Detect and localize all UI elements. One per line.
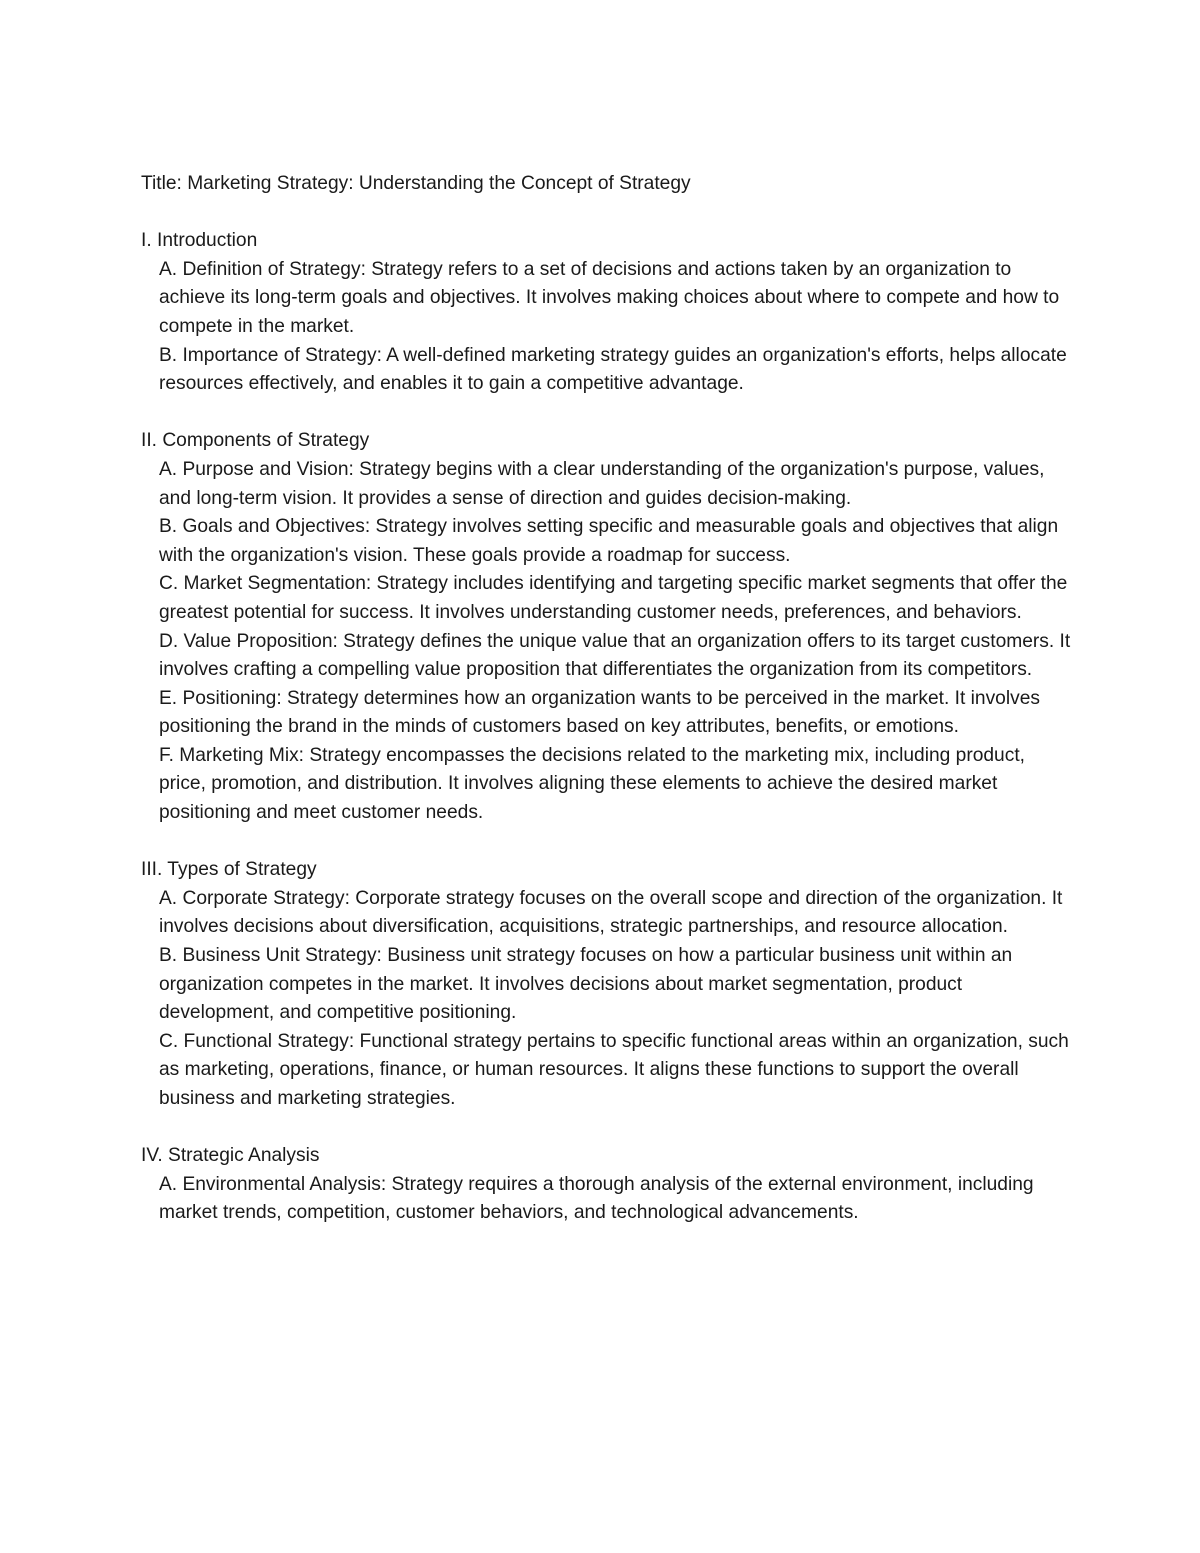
spacer bbox=[141, 199, 1071, 228]
spacer bbox=[141, 1114, 1071, 1143]
paragraph-purpose-and-vision: A. Purpose and Vision: Strategy begins with a clear understanding of the organization's purpose, values, and long-term vision. It provides a sense of direction and guides decision-making. bbox=[159, 458, 1050, 509]
document-title: Title: Marketing Strategy: Understanding the Concept of Strategy bbox=[141, 173, 691, 194]
section-heading-introduction: I. Introduction bbox=[141, 230, 258, 252]
paragraph-importance-of-strategy: B. Importance of Strategy: A well-defined marketing strategy guides an organization's efforts, helps allocate resources effectively, and enables it to gain a competitive advantage. bbox=[159, 344, 1073, 395]
document-body bbox=[141, 170, 1076, 1228]
paragraph-definition-of-strategy: A. Definition of Strategy: Strategy refers to a set of decisions and actions taken by an organization to achieve its long-term goals and objectives. It involves making choices about where to compete and how to compete in the market. bbox=[159, 258, 1065, 337]
paragraph-functional-strategy: C. Functional Strategy: Functional strategy pertains to specific functional areas within an organization, such as marketing, operations, finance, or human resources. It aligns these functions to support the overall business and marketing strategies. bbox=[159, 1030, 1075, 1109]
spacer bbox=[141, 399, 1071, 428]
paragraph-marketing-mix: F. Marketing Mix: Strategy encompasses the decisions related to the marketing mix, including product, price, promotion, and distribution. It involves aligning these elements to achieve the desired market positioning and meet customer needs. bbox=[159, 744, 1031, 824]
paragraph-corporate-strategy: A. Corporate Strategy: Corporate strategy focuses on the overall scope and direction of the organization. It involves decisions about diversification, acquisitions, strategic partnerships, and resource allocation. bbox=[159, 887, 1068, 938]
section-heading-components: II. Components of Strategy bbox=[141, 430, 370, 452]
paragraph-positioning: E. Positioning: Strategy determines how an organization wants to be perceived in the market. It involves positioning the brand in the minds of customers based on key attributes, benefits, or emotions. bbox=[159, 687, 1046, 738]
paragraph-goals-and-objectives: B. Goals and Objectives: Strategy involves setting specific and measurable goals and objectives that align with the organization's vision. These goals provide a roadmap for success. bbox=[159, 516, 1064, 566]
paragraph-market-segmentation: C. Market Segmentation: Strategy includes identifying and targeting specific market segments that offer the greatest potential for success. It involves understanding customer needs, preferences, and behaviors. bbox=[159, 573, 1073, 623]
spacer bbox=[141, 828, 1071, 857]
paragraph-environmental-analysis: A. Environmental Analysis: Strategy requires a thorough analysis of the external environment, including market trends, competition, customer behaviors, and technological advancements. bbox=[159, 1173, 1039, 1224]
section-heading-strategic-analysis: IV. Strategic Analysis bbox=[141, 1145, 320, 1167]
paragraph-value-proposition: D. Value Proposition: Strategy defines the unique value that an organization offers to its target customers. It involves crafting a compelling value proposition that differentiates the organization from its competitors. bbox=[159, 630, 1076, 681]
section-heading-types: III. Types of Strategy bbox=[141, 859, 317, 881]
paragraph-business-unit-strategy: B. Business Unit Strategy: Business unit strategy focuses on how a particular business unit within an organization competes in the market. It involves decisions about market segmentation, product development, and competitive positioning. bbox=[159, 945, 1018, 1024]
